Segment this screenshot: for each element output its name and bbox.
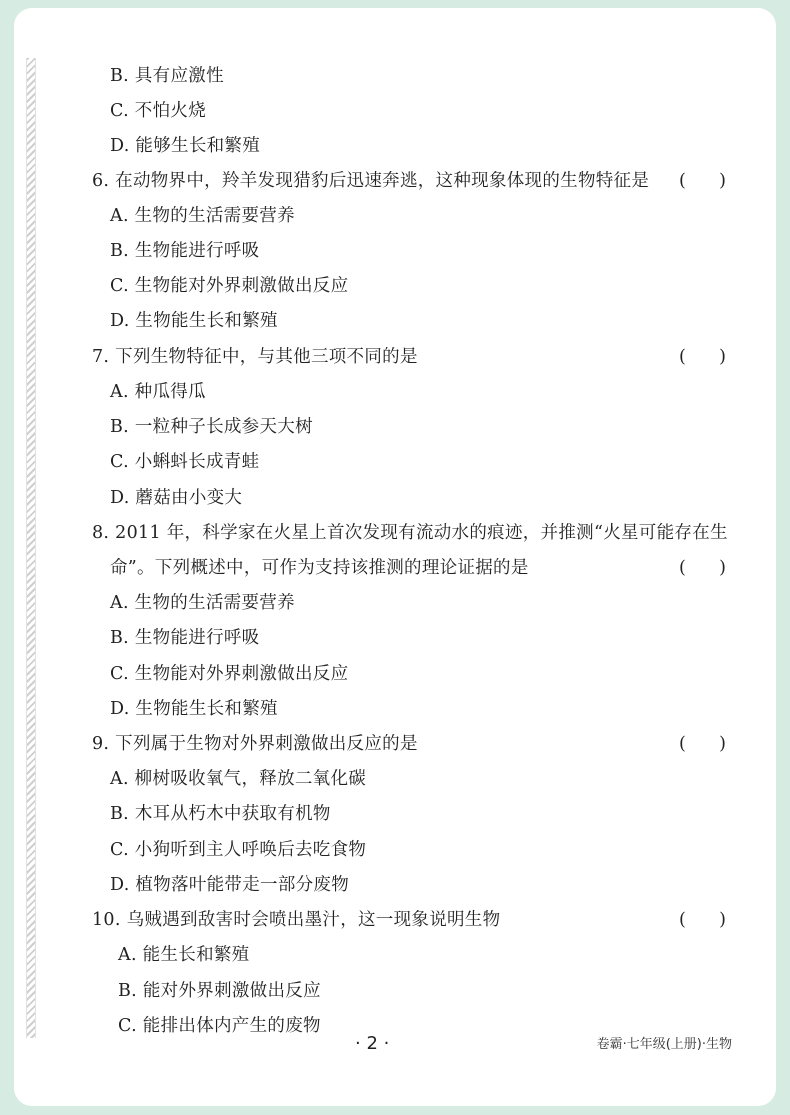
option-7b: B. 一粒种子长成参天大树 <box>110 417 313 437</box>
question-6-stem: 6. 在动物界中，羚羊发现猎豹后迅速奔逃，这种现象体现的生物特征是 <box>92 171 650 191</box>
option-6b: B. 生物能进行呼吸 <box>110 241 260 261</box>
question-9-answer-blank: ( ) <box>678 734 726 754</box>
question-8-stem-line-2: 命”。下列概述中，可作为支持该推测的理论证据的是 <box>110 558 529 578</box>
question-6-answer-blank: ( ) <box>678 171 726 191</box>
question-7-answer-blank: ( ) <box>678 347 726 367</box>
option-6c: C. 生物能对外界刺激做出反应 <box>110 276 349 296</box>
option-5b: B. 具有应激性 <box>110 66 224 86</box>
option-9c: C. 小狗听到主人呼唤后去吃食物 <box>110 840 367 860</box>
question-10-stem: 10. 乌贼遇到敌害时会喷出墨汁，这一现象说明生物 <box>92 910 501 930</box>
option-8c: C. 生物能对外界刺激做出反应 <box>110 664 349 684</box>
option-8b: B. 生物能进行呼吸 <box>110 628 260 648</box>
option-10a: A. 能生长和繁殖 <box>118 945 250 965</box>
option-7d: D. 蘑菇由小变大 <box>110 488 243 508</box>
option-10c: C. 能排出体内产生的废物 <box>118 1016 321 1036</box>
option-8a: A. 生物的生活需要营养 <box>110 593 295 613</box>
exam-page <box>14 8 776 1106</box>
question-8-stem-line-1: 8. 2011 年，科学家在火星上首次发现有流动水的痕迹，并推测“火星可能存在生 <box>92 523 728 543</box>
footer-book-title: 卷霸·七年级(上册)·生物 <box>596 1037 732 1052</box>
option-5d: D. 能够生长和繁殖 <box>110 136 261 156</box>
option-7a: A. 种瓜得瓜 <box>110 382 206 402</box>
binding-edge <box>26 58 36 1038</box>
question-8-answer-blank: ( ) <box>678 558 726 578</box>
option-6a: A. 生物的生活需要营养 <box>110 206 295 226</box>
option-8d: D. 生物能生长和繁殖 <box>110 699 278 719</box>
page-number: · 2 · <box>355 1033 390 1054</box>
option-6d: D. 生物能生长和繁殖 <box>110 311 278 331</box>
question-9-stem: 9. 下列属于生物对外界刺激做出反应的是 <box>92 734 418 754</box>
option-10b: B. 能对外界刺激做出反应 <box>118 981 321 1001</box>
option-9d: D. 植物落叶能带走一部分废物 <box>110 875 350 895</box>
option-7c: C. 小蝌蚪长成青蛙 <box>110 452 260 472</box>
question-10-answer-blank: ( ) <box>678 910 726 930</box>
option-5c: C. 不怕火烧 <box>110 101 206 121</box>
option-9b: B. 木耳从朽木中获取有机物 <box>110 804 331 824</box>
option-9a: A. 柳树吸收氧气，释放二氧化碳 <box>110 769 367 789</box>
question-7-stem: 7. 下列生物特征中，与其他三项不同的是 <box>92 347 418 367</box>
